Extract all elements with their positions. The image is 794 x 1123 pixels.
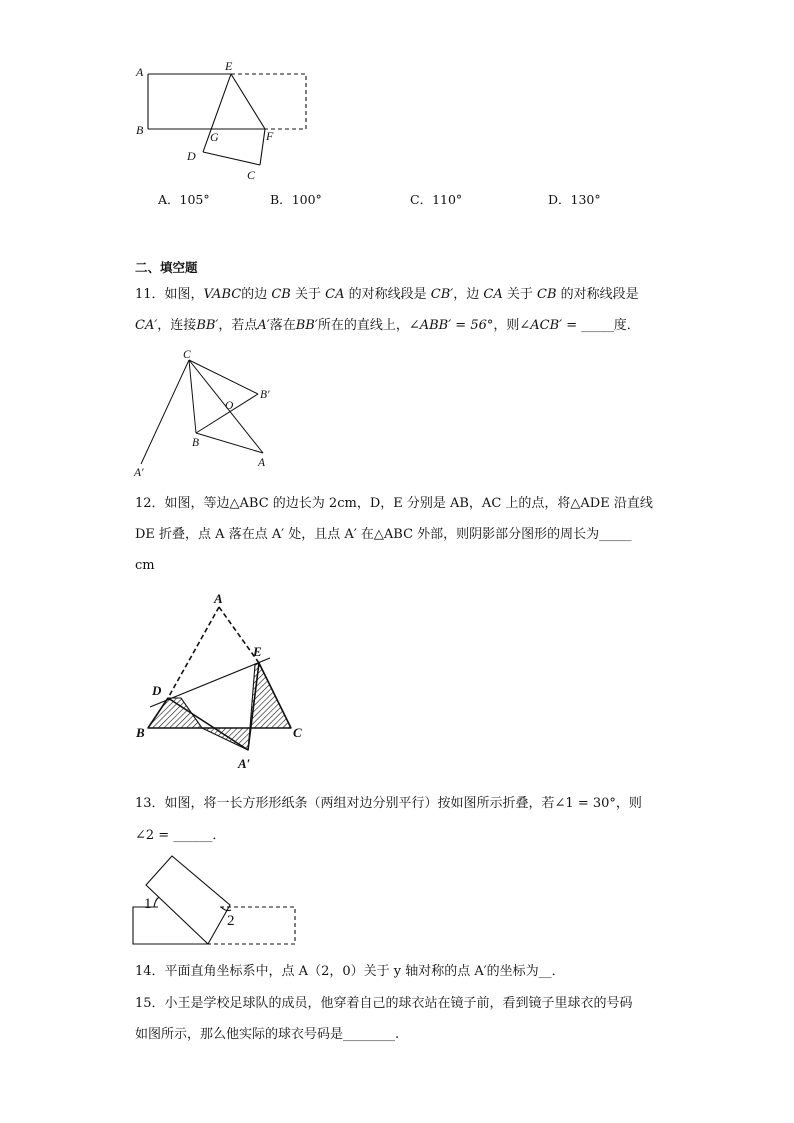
q11-text: ，边 xyxy=(453,287,480,302)
q13-strip-right-dashed xyxy=(208,907,295,944)
option-b xyxy=(270,194,322,207)
option-d xyxy=(548,194,601,207)
fig10-edge-CF xyxy=(260,129,265,165)
q11-math: CB xyxy=(271,287,291,302)
q11-math: CA xyxy=(483,287,503,302)
fig10-label-F: F xyxy=(266,129,274,143)
q12-line3: cm xyxy=(135,558,155,573)
q13-strip-left xyxy=(133,907,208,944)
q11-text: 11．如图， xyxy=(135,287,204,302)
q12-diagram xyxy=(128,588,318,773)
q11-text: 关于 xyxy=(506,287,533,302)
q11-line2 xyxy=(135,319,640,332)
q11-math: CB′ xyxy=(430,287,454,302)
q11-text: 的边 xyxy=(241,287,268,302)
q14-line: 14．平面直角坐标系中，点 A（2，0）关于 y 轴对称的点 A′的坐标为__． xyxy=(135,964,565,979)
q11-blank: _____ xyxy=(581,318,614,333)
q13-label-1: 1 xyxy=(144,896,152,912)
q13-line2: ∠2 = ______． xyxy=(135,828,226,843)
fig10-label-A: A xyxy=(136,65,144,79)
q11-line-CAp xyxy=(141,360,189,464)
q11-text: 的对称线段是 xyxy=(560,287,639,302)
q11-label-O: O xyxy=(225,400,234,412)
q11-line1 xyxy=(135,288,639,301)
q13-folded-part xyxy=(146,856,230,944)
option-b-value: 100° xyxy=(291,192,322,207)
option-a-value: 105° xyxy=(179,192,210,207)
q13-label-2: 2 xyxy=(227,913,235,929)
option-c xyxy=(410,194,462,207)
q12-line2: DE 折叠，点 A 落在点 A′ 处，且点 A′ 在△ABC 外部，则阴影部分图形的周长为_____ xyxy=(135,527,632,542)
option-c-key: C． xyxy=(410,192,433,207)
option-d-value: 130° xyxy=(570,192,601,207)
q12-line1: 12．如图，等边△ABC 的边长为 2cm，D，E 分别是 AB，AC 上的点，将△ADE 沿直线 xyxy=(135,496,653,511)
fig10-label-C: C xyxy=(247,168,256,182)
option-a-key: A． xyxy=(158,192,180,207)
q11-text: 所在的直线上， xyxy=(317,318,409,333)
fig10-diagram xyxy=(125,55,325,190)
fig10-label-D: D xyxy=(187,149,196,163)
q13-line1: 13．如图，将一长方形形纸条（两组对边分别平行）按如图所示折叠，若∠1 = 30°，则 xyxy=(135,796,642,811)
q11-label-Ap: A′ xyxy=(134,467,144,479)
fig10-edge-EF xyxy=(231,74,265,129)
q11-diagram xyxy=(128,342,288,482)
fig10-edge-DC xyxy=(203,152,260,165)
q11-math: VABC xyxy=(203,287,242,302)
q11-math: BB′ xyxy=(295,318,318,333)
q12-label-E: E xyxy=(253,644,262,659)
fig10-label-B: B xyxy=(136,123,144,137)
q11-text: 落在 xyxy=(269,318,296,333)
option-b-key: B． xyxy=(270,192,292,207)
q15-line1: 15．小王是学校足球队的成员，他穿着自己的球衣站在镜子前，看到镜子里球衣的号码 xyxy=(135,996,633,1011)
q11-math: ∠ABB′ = 56° xyxy=(408,318,494,333)
fig10-dashed-original xyxy=(231,74,306,129)
q11-math: BB′ xyxy=(196,318,219,333)
q11-text: 的对称线段是 xyxy=(348,287,427,302)
q11-text: 关于 xyxy=(294,287,321,302)
q11-text: 度． xyxy=(613,318,640,333)
q11-label-Bp: B′ xyxy=(260,389,270,401)
q11-label-A: A xyxy=(258,457,266,469)
q15-line2: 如图所示，那么他实际的球衣号码是________. xyxy=(135,1027,400,1042)
q11-label-B: B xyxy=(192,437,200,449)
q11-math: CA xyxy=(325,287,345,302)
option-c-value: 110° xyxy=(432,192,463,207)
q12-shade-right xyxy=(250,663,291,728)
q11-label-C: C xyxy=(183,349,191,361)
fig10-label-G: G xyxy=(210,130,219,144)
option-a xyxy=(158,194,210,207)
q11-text: ，若点 xyxy=(218,318,258,333)
q11-line-BA xyxy=(196,433,263,453)
q11-line-CB xyxy=(189,360,196,433)
q11-math: CB xyxy=(537,287,557,302)
q12-label-D: D xyxy=(152,683,162,698)
q11-text: ，则 xyxy=(493,318,520,333)
q12-label-Ap: A′ xyxy=(238,756,251,771)
q12-dashed-AD xyxy=(168,607,219,698)
q11-math: ∠ACB′ = xyxy=(519,318,578,333)
q11-line-CBp xyxy=(189,360,258,394)
q12-label-C: C xyxy=(293,725,302,740)
fig10-label-E: E xyxy=(225,59,233,73)
section-title: 二、填空题 xyxy=(135,260,198,275)
q11-math: CA′ xyxy=(135,318,158,333)
q13-diagram xyxy=(128,852,303,950)
q12-label-A: A xyxy=(214,591,223,606)
q11-math: A′ xyxy=(257,318,270,333)
q13-angle1-arc xyxy=(154,897,159,907)
q11-text: ，连接 xyxy=(157,318,197,333)
q12-label-B: B xyxy=(136,725,145,740)
option-d-key: D． xyxy=(548,192,571,207)
